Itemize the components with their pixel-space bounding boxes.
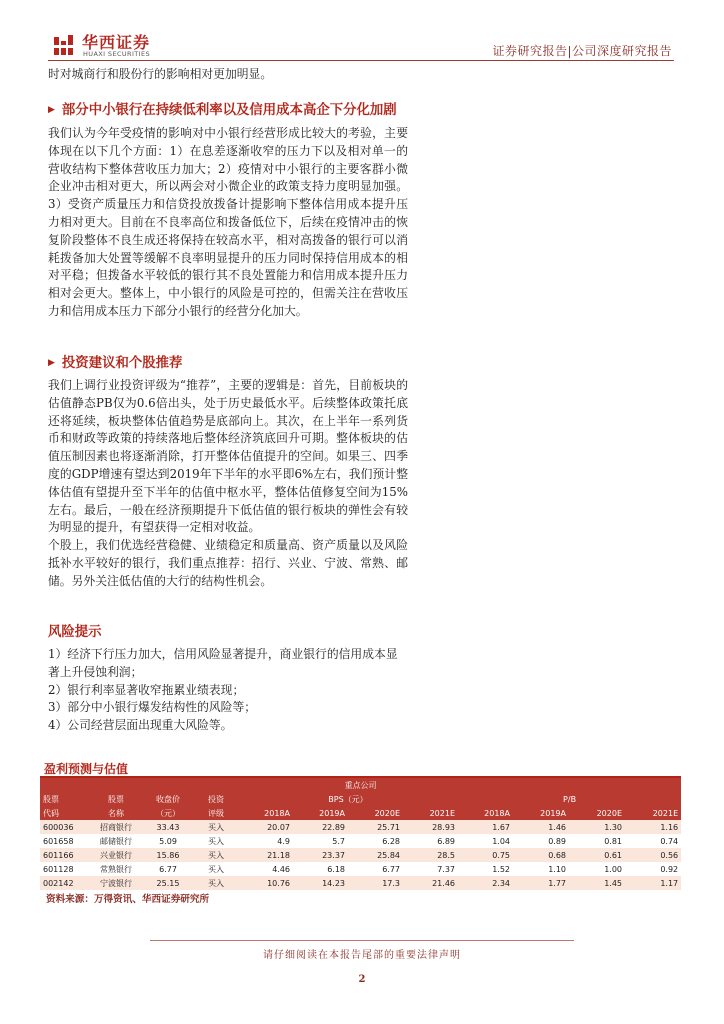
huaxi-logo-icon (52, 33, 76, 57)
valuation-table-wrapper (40, 776, 681, 890)
header-divider (48, 60, 674, 61)
cell-bps: 25.84 (348, 848, 403, 862)
cell-pb: 0.61 (569, 848, 625, 862)
cell-pb: 0.74 (625, 834, 681, 848)
risk-item: 3）部分中小银行爆发结构性的风险等； (48, 700, 257, 715)
intro-text: 时对城商行和股份行的影响相对更加明显。 (48, 67, 273, 81)
header-year: 2019A (293, 806, 348, 820)
cell-pb: 1.10 (513, 862, 569, 876)
section-title-text: 投资建议和个股推荐 (61, 355, 183, 371)
cell-name: 招商银行 (90, 820, 142, 834)
intro-block (48, 66, 408, 84)
cell-code: 601128 (40, 862, 90, 876)
cell-bps: 6.18 (293, 862, 348, 876)
section-title-text: 部分中小银行在持续低利率以及信用成本高企下分化加剧 (61, 102, 397, 118)
header-year: 2021E (403, 806, 458, 820)
cell-bps: 23.37 (293, 848, 348, 862)
cell-price: 15.86 (142, 848, 194, 862)
risk-item: 1）经济下行压力加大，信用风险显著提升，商业银行的信用成本显著上升侵蚀利润； (48, 647, 398, 679)
cell-bps: 21.46 (403, 876, 458, 890)
cell-bps: 6.89 (403, 834, 458, 848)
header-name: 股票 (90, 792, 142, 806)
section-small-banks (48, 101, 408, 321)
section-risk (48, 623, 408, 735)
cell-pb: 1.30 (569, 820, 625, 834)
cell-price: 5.09 (142, 834, 194, 848)
cell-pb: 1.52 (458, 862, 513, 876)
cell-bps: 6.77 (348, 862, 403, 876)
table-row (40, 848, 681, 862)
header-code: 代码 (40, 806, 90, 820)
triangle-bullet-icon: ▶ (48, 105, 55, 115)
cell-bps: 20.07 (238, 820, 293, 834)
table-row (40, 862, 681, 876)
report-type-label: 证券研究报告|公司深度研究报告 (492, 44, 672, 58)
table-row (40, 820, 681, 834)
page-number: 2 (358, 974, 366, 985)
cell-bps: 28.5 (403, 848, 458, 862)
header-rating: 评级 (194, 806, 238, 820)
table-header-row (40, 806, 681, 820)
cell-bps: 17.3 (348, 876, 403, 890)
cell-code: 600036 (40, 820, 90, 834)
section-body: 我们认为今年受疫情的影响对中小银行经营形成比较大的考验，主要体现在以下几个方面：1）在息差逐渐收窄的压力下以及相对单一的营收结构下整体营收压力加大；2）疫情对中小银行的主要客群小微企业冲击相对更大，所以两会对小微企业的政策支持力度明显加强。3）受资产质量压力和信贷投放拨备计提影响下整体信用成本提升压力相对更大。目前在不良率高位和拨备低位下，后续在疫情冲击的恢复阶段整体不良生成还将保持在较高水平，相对高拨备的银行可以消耗拨备加大处置等缓解不良率明显提升的压力同时保持信用成本的相对平稳；但拨备水平较低的银行其不良处置能力和信用成本提升压力相对会更大。整体上，中小银行的风险是可控的，但需关注在营收压力和信用成本压力下部分小银行的经营分化加大。 (48, 126, 408, 318)
footer-divider (150, 940, 574, 941)
header-year: 2020E (569, 806, 625, 820)
header-name: 名称 (90, 806, 142, 820)
header-price: 收盘价 (142, 792, 194, 806)
cell-bps: 4.46 (238, 862, 293, 876)
table-title: 盈利预测与估值 (44, 762, 129, 776)
cell-pb: 1.67 (458, 820, 513, 834)
cell-name: 常熟银行 (90, 862, 142, 876)
header-bps: BPS（元） (238, 792, 458, 806)
header-year: 2021E (625, 806, 681, 820)
logo-text: 华西证券 (82, 33, 151, 52)
cell-pb: 1.17 (625, 876, 681, 890)
cell-name: 兴业银行 (90, 848, 142, 862)
cell-pb: 1.16 (625, 820, 681, 834)
table-group-row (40, 778, 681, 792)
header-year: 2018A (458, 806, 513, 820)
cell-bps: 7.37 (403, 862, 458, 876)
section-title (48, 354, 408, 373)
cell-pb: 0.75 (458, 848, 513, 862)
cell-bps: 6.28 (348, 834, 403, 848)
triangle-bullet-icon: ▶ (48, 358, 55, 368)
risk-title: 风险提示 (48, 624, 102, 640)
valuation-table (40, 778, 681, 890)
cell-pb: 1.77 (513, 876, 569, 890)
cell-pb: 2.34 (458, 876, 513, 890)
table-source-note: 资料来源：万得资讯、华西证券研究所 (46, 894, 210, 905)
cell-bps: 10.76 (238, 876, 293, 890)
cell-name: 邮储银行 (90, 834, 142, 848)
risk-item: 2）银行利率显著收窄拖累业绩表现； (48, 682, 245, 697)
cell-bps: 14.23 (293, 876, 348, 890)
cell-pb: 0.56 (625, 848, 681, 862)
cell-rating: 买入 (194, 876, 238, 890)
cell-bps: 21.18 (238, 848, 293, 862)
header-price: （元） (142, 806, 194, 820)
table-row (40, 876, 681, 890)
header-rating: 投资 (194, 792, 238, 806)
section-title (48, 101, 408, 120)
cell-pb: 1.04 (458, 834, 513, 848)
cell-bps: 28.93 (403, 820, 458, 834)
cell-pb: 1.45 (569, 876, 625, 890)
cell-pb: 1.46 (513, 820, 569, 834)
cell-bps: 22.89 (293, 820, 348, 834)
cell-code: 601658 (40, 834, 90, 848)
table-header-row (40, 792, 681, 806)
cell-bps: 5.7 (293, 834, 348, 848)
group-header: 重点公司 (40, 778, 681, 792)
cell-price: 6.77 (142, 862, 194, 876)
header-year: 2018A (238, 806, 293, 820)
cell-price: 25.15 (142, 876, 194, 890)
header-year: 2020E (348, 806, 403, 820)
table-row (40, 834, 681, 848)
investment-paragraph-2: 个股上，我们优选经营稳健、业绩稳定和质量高、资产质量以及风险抵补水平较好的银行，我们重点推荐：招行、兴业、宁波、常熟、邮储。另外关注低估值的大行的结构性机会。 (48, 538, 408, 588)
cell-rating: 买入 (194, 820, 238, 834)
header-code: 股票 (40, 792, 90, 806)
cell-pb: 0.68 (513, 848, 569, 862)
cell-name: 宁波银行 (90, 876, 142, 890)
risk-list (48, 646, 408, 735)
cell-pb: 1.00 (569, 862, 625, 876)
cell-pb: 0.89 (513, 834, 569, 848)
cell-bps: 4.9 (238, 834, 293, 848)
cell-code: 601166 (40, 848, 90, 862)
investment-paragraph-1: 我们上调行业投资评级为“推荐”，主要的逻辑是：首先，目前板块的估值静态PB仅为0.6倍出头，处于历史最低水平。后续整体政策托底还将延续，板块整体估值趋势是底部向上。其次，在上半年一系列货币和财政等政策的持续落地后整体经济筑底回升可期。整体板块的估值压制因素也将逐渐消除，打开整体估值提升的空间。如果三、四季度的GDP增速有望达到2019年下半年的水平即6%左右，我们预计整体估值有望提升至下半年的估值中枢水平，整体估值修复空间为15%左右。最后，一般在经济预期提升下低估值的银行板块的弹性会有较为明显的提升，有望获得一定相对收益。 (48, 378, 408, 535)
header-year: 2019A (513, 806, 569, 820)
header-pb: P/B (458, 792, 681, 806)
cell-price: 33.43 (142, 820, 194, 834)
cell-rating: 买入 (194, 862, 238, 876)
cell-code: 002142 (40, 876, 90, 890)
page-header (0, 0, 724, 64)
cell-pb: 0.92 (625, 862, 681, 876)
cell-bps: 25.71 (348, 820, 403, 834)
cell-pb: 0.81 (569, 834, 625, 848)
cell-rating: 买入 (194, 834, 238, 848)
logo-english-text: HUAXI SECURITIES (83, 50, 151, 58)
legal-notice: 请仔细阅读在本报告尾部的重要法律声明 (263, 950, 461, 961)
section-investment (48, 354, 408, 591)
risk-item: 4）公司经营层面出现重大风险等。 (48, 718, 233, 733)
cell-rating: 买入 (194, 848, 238, 862)
